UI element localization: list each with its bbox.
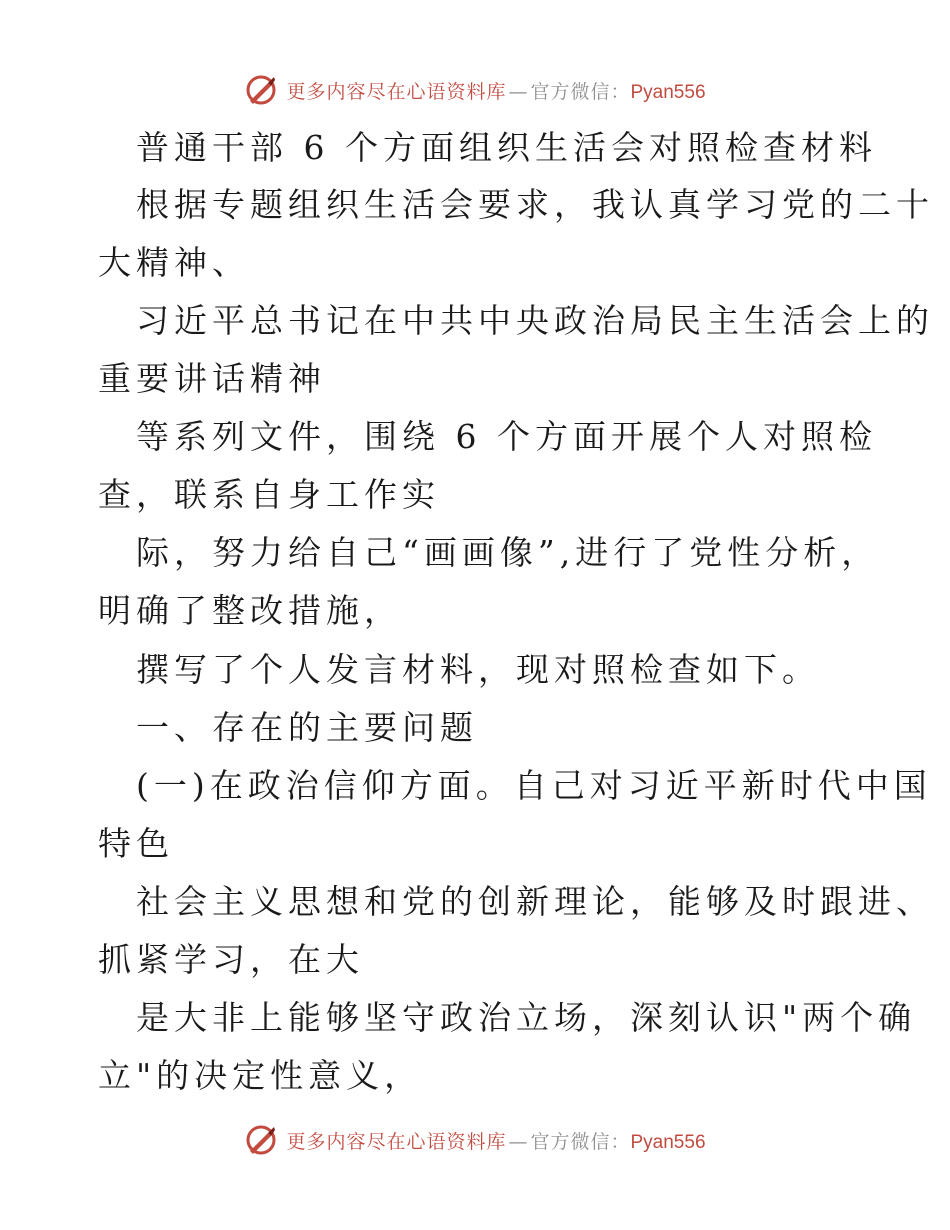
section-heading: 一、存在的主要问题 (136, 708, 478, 747)
document-title: 普通干部 6 个方面组织生活会对照检查材料 (136, 128, 877, 167)
watermark-site-text: 更多内容尽在心语资料库 (286, 1130, 507, 1153)
text-line: 明确了整改措施， (98, 591, 402, 630)
text-line: 习近平总书记在中共中央政治局民主生活会上的 (136, 301, 934, 340)
watermark-separator: — (508, 1130, 529, 1153)
quill-logo-icon (244, 73, 278, 107)
watermark-separator: — (508, 80, 529, 103)
text-line: 际，努力给自己“画画像”,进行了党性分析， (136, 533, 880, 572)
watermark-footer (0, 1120, 950, 1160)
watermark-wechat-label: 官方微信： (530, 1130, 631, 1153)
text-line: 根据专题组织生活会要求，我认真学习党的二十 (136, 185, 934, 224)
text-line: 抓紧学习，在大 (98, 940, 364, 979)
watermark-wechat-id: Pyan556 (630, 81, 706, 103)
text-line: 等系列文件，围绕 6 个方面开展个人对照检 (136, 417, 877, 456)
text-line: 社会主义思想和党的创新理论，能够及时跟进、 (136, 882, 934, 921)
text-line: 查，联系自身工作实 (98, 475, 440, 514)
text-line: 是大非上能够坚守政治立场，深刻认识"两个确 (136, 998, 917, 1037)
quill-logo-icon (244, 1123, 278, 1157)
watermark-site-text: 更多内容尽在心语资料库 (286, 80, 507, 103)
text-line: 撰写了个人发言材料，现对照检查如下。 (136, 650, 820, 689)
watermark-wechat-label: 官方微信： (530, 80, 631, 103)
subsection-heading: (一)在政治信仰方面。自己对习近平新时代中国 (136, 766, 932, 805)
watermark-header (0, 70, 950, 110)
text-line: 立"的决定性意义， (98, 1056, 423, 1095)
text-line: 重要讲话精神 (98, 359, 326, 398)
watermark-wechat-id: Pyan556 (630, 1131, 706, 1153)
text-line: 大精神、 (98, 243, 250, 282)
text-line: 特色 (98, 824, 174, 863)
